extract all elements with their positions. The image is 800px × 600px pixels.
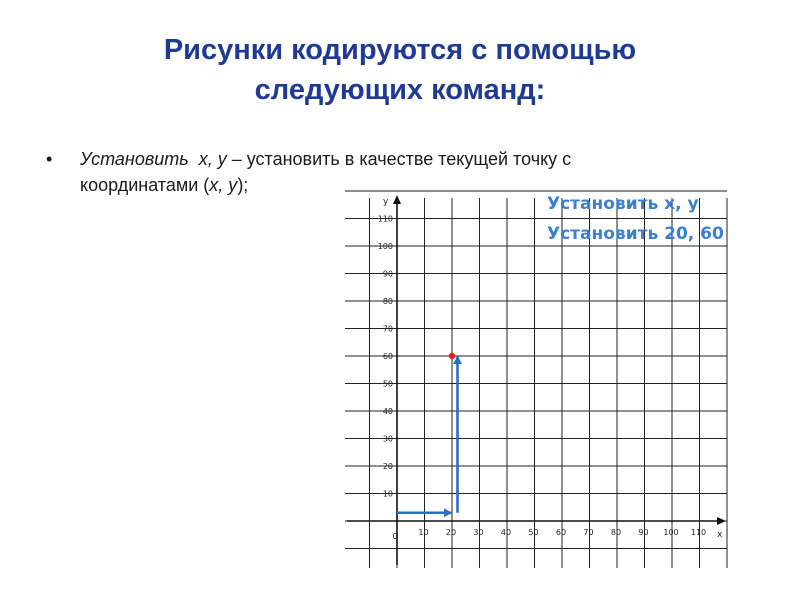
y-tick-label: 50	[382, 379, 393, 389]
grid-svg	[345, 190, 735, 570]
x-tick-label: 10	[418, 528, 429, 537]
move-arrow-head	[444, 508, 452, 517]
y-tick-label: 110	[377, 214, 393, 224]
bullet-dot: •	[46, 149, 53, 169]
coords-args: x, y	[209, 175, 238, 195]
command-args: x, y	[198, 149, 227, 169]
title-line-1: Рисунки кодируются с помощью	[163, 34, 637, 66]
coords-suffix: );	[237, 175, 249, 195]
y-tick-label: 70	[382, 324, 393, 334]
annotation-line-2: Установить 20, 60	[547, 224, 724, 244]
y-tick-label: 90	[382, 269, 393, 279]
x-tick-label: 50	[528, 528, 539, 537]
x-tick-label: 60	[555, 528, 567, 537]
x-tick-label: 40	[500, 528, 512, 537]
x-tick-label: 110	[690, 528, 707, 537]
y-tick-label: 30	[382, 434, 393, 444]
x-tick-label: 30	[473, 528, 484, 537]
y-tick-label: 60	[382, 352, 393, 361]
coordinate-grid	[345, 190, 735, 570]
current-point-marker	[449, 353, 455, 359]
coords-prefix: координатами (	[80, 175, 210, 195]
x-tick-label: 100	[663, 528, 679, 537]
x-tick-label: 70	[583, 528, 594, 537]
y-tick-label: 100	[377, 242, 393, 251]
y-tick-label: 10	[382, 489, 393, 499]
origin-label: 0	[392, 532, 398, 541]
command-name: Установить	[80, 149, 189, 169]
slide-title	[0, 30, 800, 110]
y-tick-label: 20	[382, 462, 393, 471]
x-axis-label: x	[717, 530, 723, 540]
y-tick-label: 40	[382, 407, 393, 416]
annotation-line-1: Установить x, y	[547, 194, 699, 214]
x-tick-label: 80	[610, 528, 622, 537]
y-axis-label: y	[383, 197, 389, 207]
y-axis-arrowhead	[393, 195, 401, 204]
x-axis-arrowhead	[717, 517, 726, 525]
command-description: – установить в качестве текущей точку с	[226, 149, 572, 169]
x-tick-label: 20	[445, 528, 457, 537]
title-line-2: следующих команд:	[254, 74, 546, 106]
x-tick-label: 90	[638, 528, 649, 537]
y-tick-label: 80	[382, 297, 393, 306]
